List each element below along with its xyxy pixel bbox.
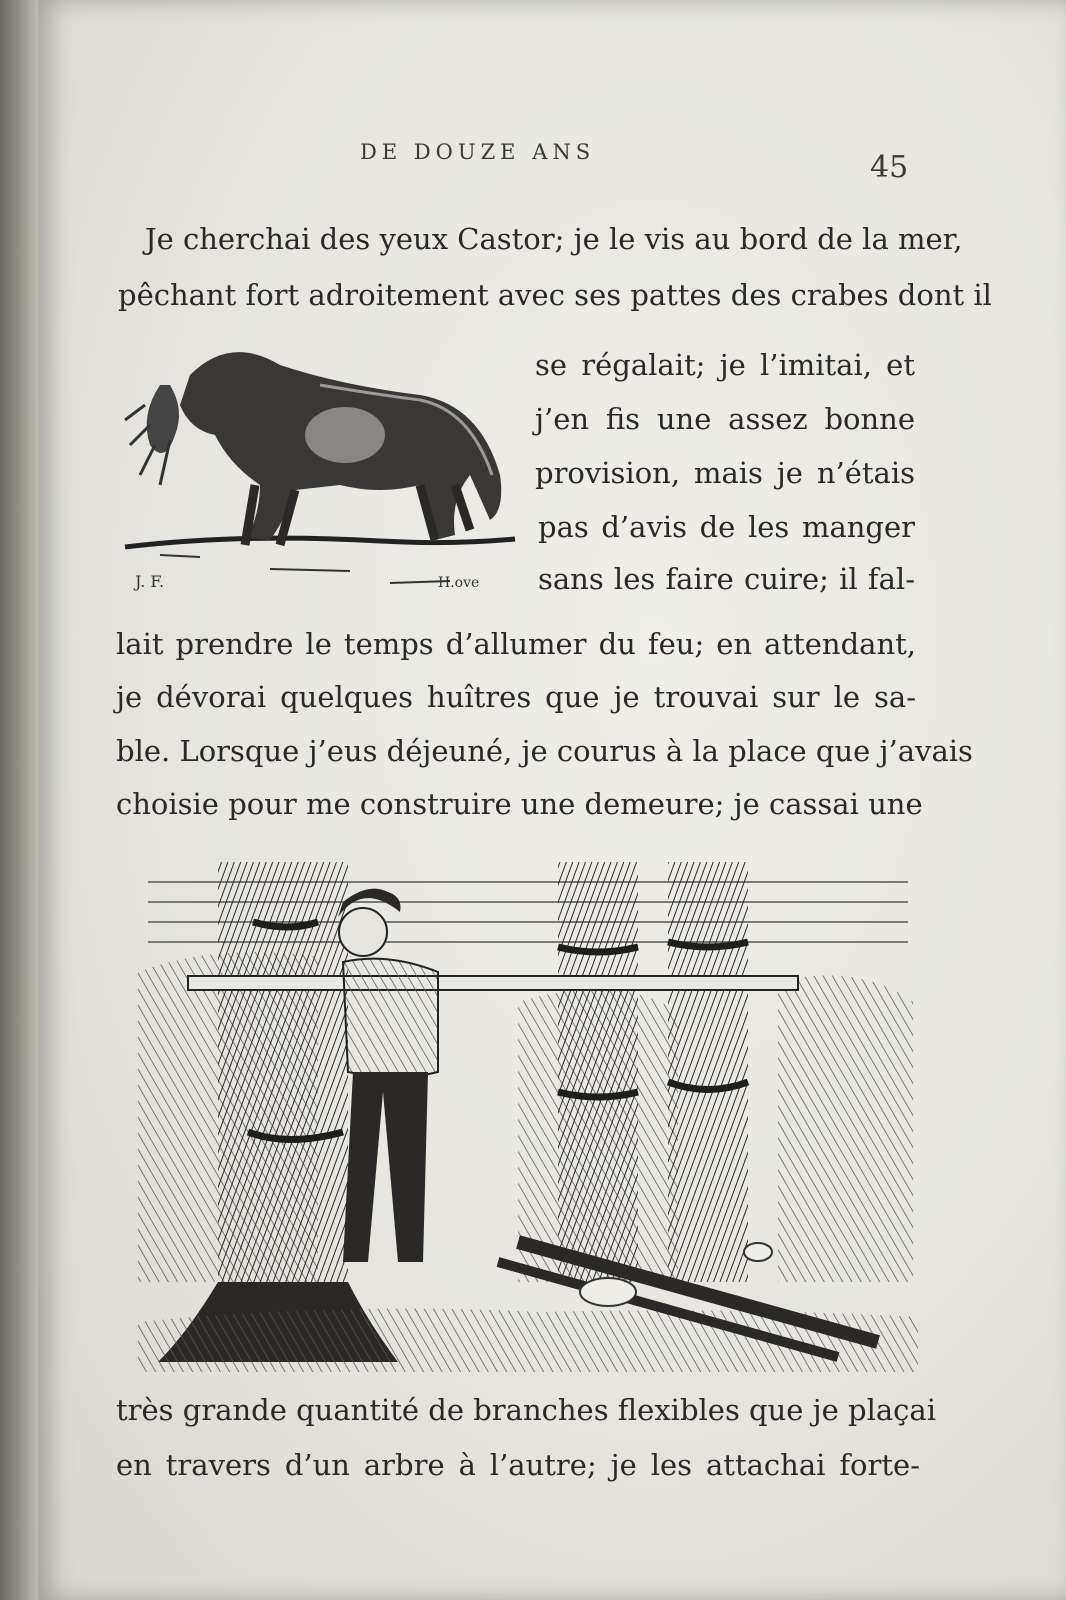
text-line: j’en fis une assez bonne: [535, 402, 915, 436]
text-line: sans les faire cuire; il fal-: [538, 562, 915, 596]
illustration-signature-left: J. F.: [135, 572, 165, 591]
text-line: pêchant fort adroitement avec ses pattes des crabes dont il: [118, 278, 992, 312]
illustration-signature-right: H.ove: [438, 575, 480, 591]
text-line: très grande quantité de branches flexibles que je plaçai: [116, 1393, 936, 1427]
text-line: Je cherchai des yeux Castor; je le vis au bord de la mer,: [145, 222, 963, 256]
text-line: pas d’avis de les manger: [538, 510, 915, 544]
running-head: DE DOUZE ANS: [360, 140, 596, 164]
text-line: ble. Lorsque j’eus déjeuné, je courus à la place que j’avais: [116, 734, 973, 768]
dog-with-crab-illustration: [120, 325, 520, 605]
text-line: se régalait; je l’imitai, et: [535, 348, 915, 382]
text-line: en travers d’un arbre à l’autre; je les attachai forte-: [116, 1448, 920, 1482]
text-line: provision, mais je n’étais: [535, 456, 915, 490]
text-line: je dévorai quelques huîtres que je trouvai sur le sa-: [116, 680, 916, 714]
page-number: 45: [870, 150, 909, 185]
book-gutter: [0, 0, 42, 1600]
boy-building-shelter-illustration: [138, 862, 918, 1372]
text-line: choisie pour me construire une demeure; je cassai une: [116, 787, 923, 821]
text-line: lait prendre le temps d’allumer du feu; en attendant,: [116, 627, 916, 661]
